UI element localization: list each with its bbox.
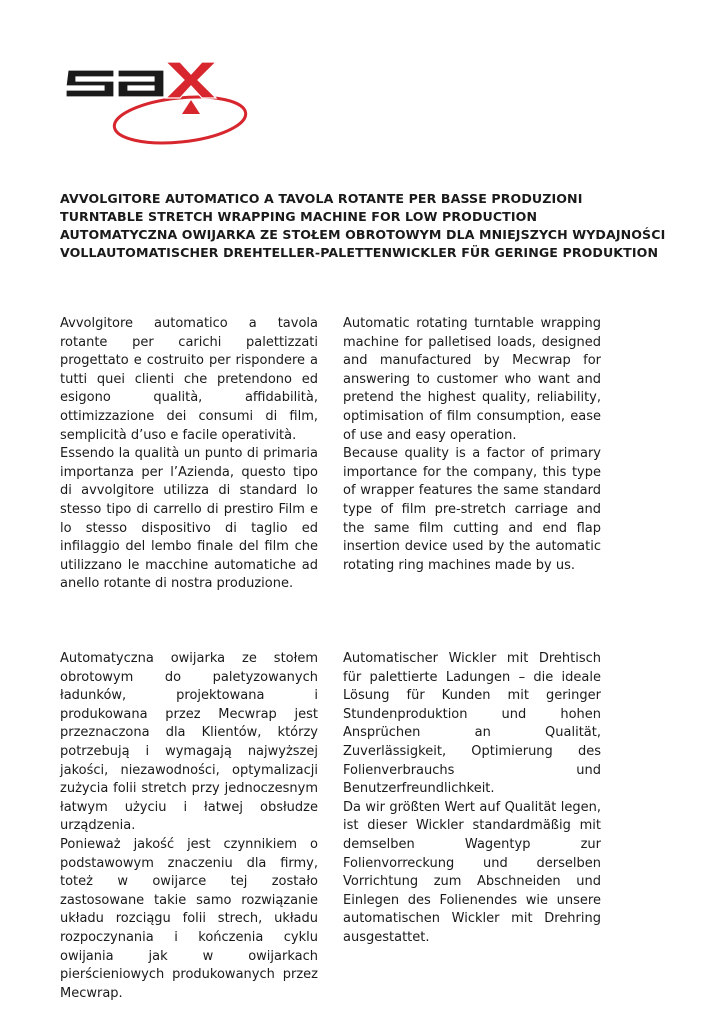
logo-letter-s — [66, 70, 114, 97]
german-description — [343, 650, 601, 948]
english-paragraph-2: Because quality is a factor of primary importance for the company, this type of wrapper features the same standard type of film pre-stretch carriage and the same film cutting and end flap insertion device used by the automatic rotating ring machines made by us. — [343, 446, 601, 573]
title-italian: AVVOLGITORE AUTOMATICO A TAVOLA ROTANTE PER BASSE PRODUZIONI — [60, 191, 583, 206]
polish-paragraph-2: Ponieważ jakość jest czynnikiem o podstawowym znaczeniu dla firmy, toteż w owijarce tej zostało zastosowane takie samo rozwiązanie układu rozciągu folii strech, układu rozpoczynania i kończenia cyklu owijania jak w owijarkach pierścieniowych produkowanych przez Mecwrap. — [60, 836, 318, 1001]
sax-logo — [60, 52, 250, 152]
title-polish: AUTOMATYCZNA OWIJARKA ZE STOŁEM OBROTOWYM DLA MNIEJSZYCH WYDAJNOŚCI — [60, 227, 666, 242]
logo-letter-a — [118, 70, 164, 97]
title-english: TURNTABLE STRETCH WRAPPING MACHINE FOR LOW PRODUCTION — [60, 209, 538, 224]
polish-description — [60, 650, 318, 1003]
german-paragraph-1: Automatischer Wickler mit Drehtisch für palettierte Ladungen – die ideale Lösung für Kunden mit geringer Stundenproduktion und hohen Ansprüchen an Qualität, Zuverlässigkeit, Optimierung des Folienverbrauchs und Benutzerfreundlichkeit. — [343, 651, 601, 797]
italian-paragraph-1: Avvolgitore automatico a tavola rotante per carichi palettizzati progettato e costruito per rispondere a tutti quei clienti che pretendono ed esigono qualità, affidabilità, ottimizzazione dei consumi di film, semplicità d’uso e facile operatività. — [60, 316, 318, 443]
italian-paragraph-2: Essendo la qualità un punto di primaria importanza per l’Azienda, questo tipo di avvolgitore utilizza di standard lo stesso tipo di carrello di prestiro Film e lo stesso dispositivo di taglio ed infilaggio del lembo finale del film che utilizzano le macchine automatiche ad anello rotante di nostra produzione. — [60, 446, 318, 592]
polish-paragraph-1: Automatyczna owijarka ze stołem obrotowym do paletyzowanych ładunków, projektowana i produkowana przez Mecwrap jest przeznaczona dla Klientów, którzy potrzebują i wymagają najwyższej jakości, niezawodności, optymalizacji zużycia folii stretch przy jednoczesnym łatwym użyciu i łatwej obsłudze urządzenia. — [60, 651, 318, 834]
logo-letter-x — [166, 62, 216, 98]
english-paragraph-1: Automatic rotating turntable wrapping machine for palletised loads, designed and manufactured by Mecwrap for answering to customer who want and pretend the highest quality, reliability, optimisation of film consumption, ease of use and easy operation. — [343, 316, 601, 443]
italian-description — [60, 315, 318, 594]
english-description — [343, 315, 601, 575]
title-block — [60, 190, 670, 262]
title-german: VOLLAUTOMATISCHER DREHTELLER-PALETTENWICKLER FÜR GERINGE PRODUKTION — [60, 245, 659, 260]
german-paragraph-2: Da wir größten Wert auf Qualität legen, ist dieser Wickler standardmäßig mit demselben Wagentyp zur Folienvorreckung und derselben Vorrichtung zum Abschneiden und Einlegen des Folienendes wie unsere automatischen Wickler mit Drehring ausgestattet. — [343, 799, 601, 945]
sax-logo-graphic — [60, 52, 250, 152]
logo-swoosh — [112, 91, 248, 149]
logo-triangle — [182, 100, 200, 114]
